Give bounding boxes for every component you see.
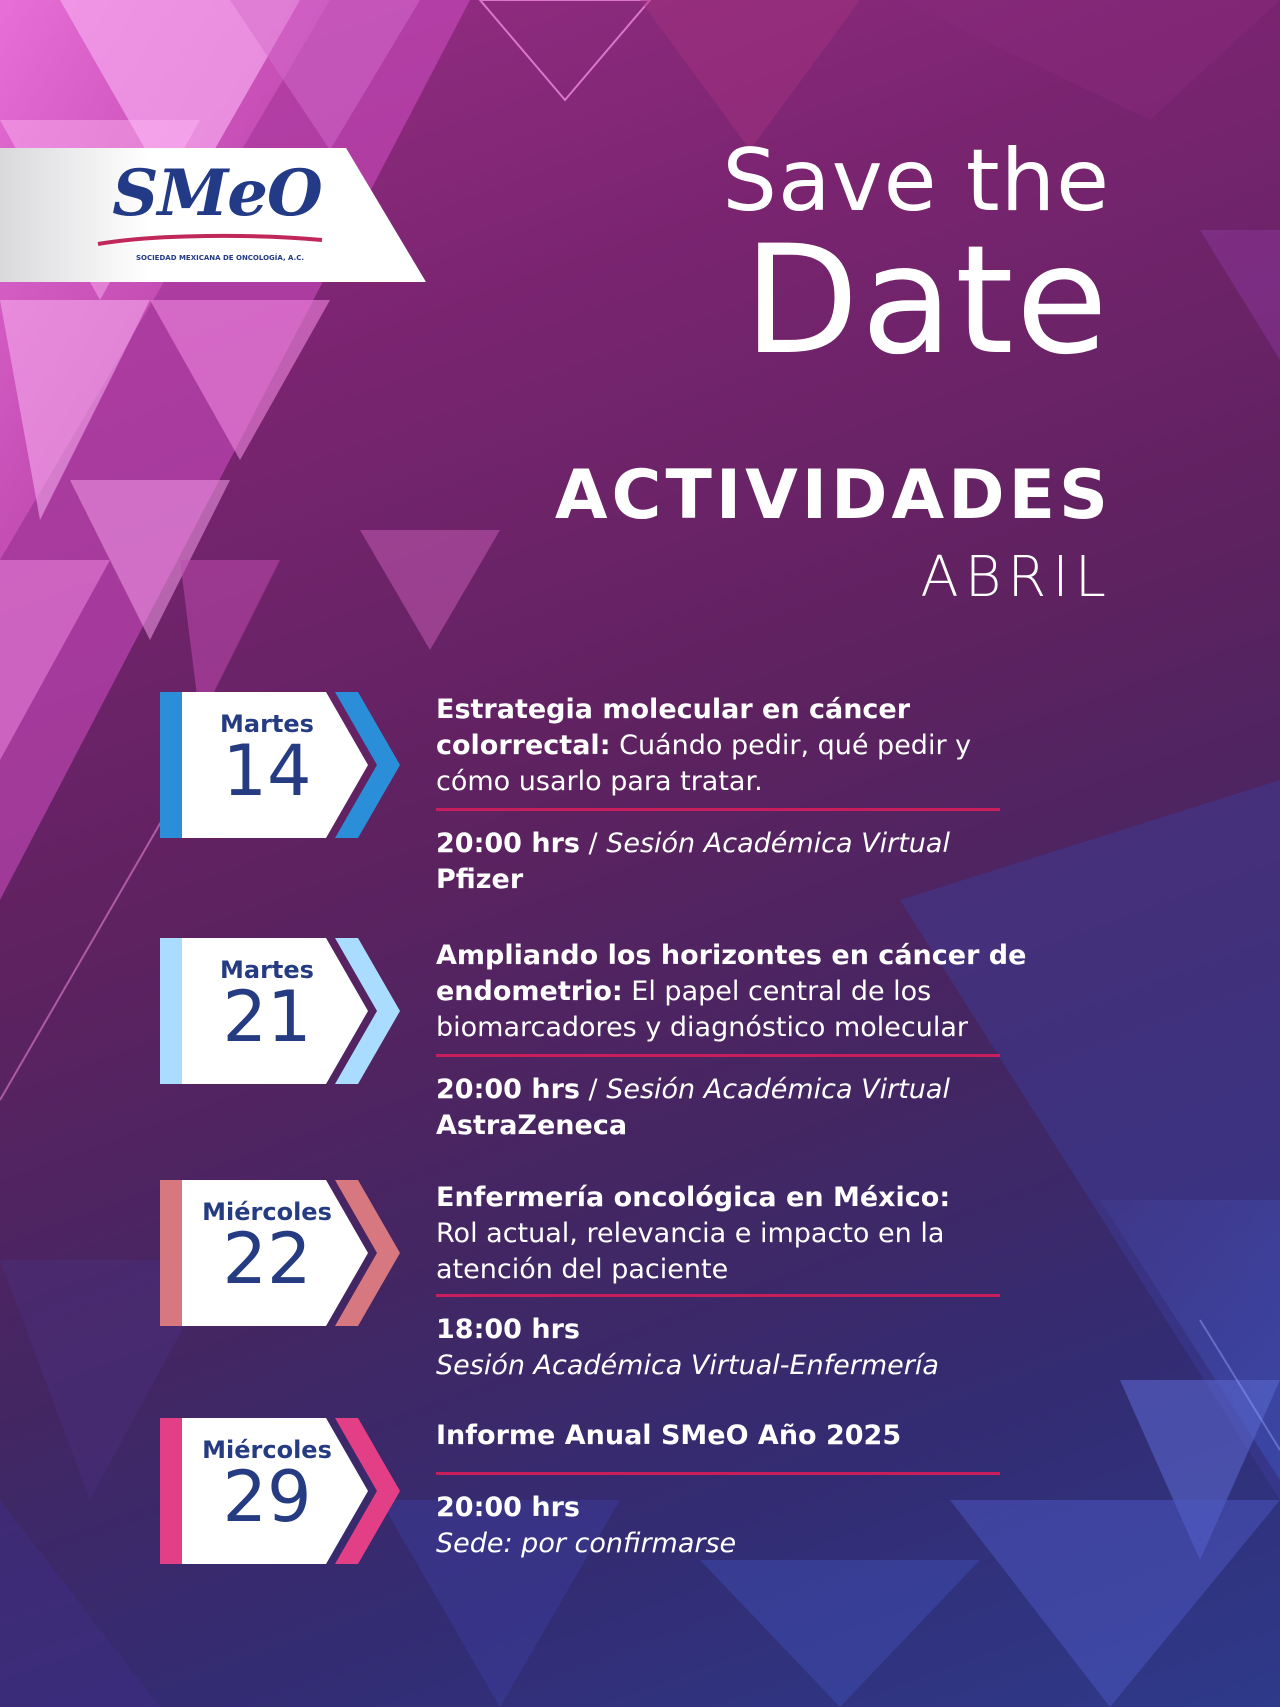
event-description bbox=[436, 1418, 1036, 1454]
event-divider bbox=[436, 808, 1000, 811]
event-session: Sede: por confirmarse bbox=[436, 1528, 737, 1559]
event-divider bbox=[436, 1472, 1000, 1475]
event-description bbox=[436, 692, 1036, 800]
event-weekday: Martes bbox=[220, 956, 314, 984]
date-heading: Date bbox=[743, 214, 1110, 388]
logo-subtitle: SOCIEDAD MEXICANA DE ONCOLOGÍA, A.C. bbox=[135, 254, 305, 262]
event-day: 22 bbox=[222, 1218, 312, 1300]
event-weekday: Miércoles bbox=[202, 1436, 332, 1464]
event-time: 20:00 hrs bbox=[436, 1074, 580, 1105]
event-title: Enfermería oncológica en México: bbox=[436, 1182, 951, 1213]
event-session: Sesión Académica Virtual bbox=[606, 828, 950, 859]
event-time: 20:00 hrs bbox=[436, 828, 580, 859]
event-subtitle: El papel central de los biomarcadores y diagnóstico molecular bbox=[436, 976, 968, 1043]
logo-wordmark: SMeO bbox=[112, 156, 322, 231]
date-badge bbox=[160, 692, 400, 838]
event-time: 18:00 hrs bbox=[436, 1314, 580, 1345]
event-title: Estrategia molecular en cáncer colorrectal: bbox=[436, 694, 911, 761]
event-title: Ampliando los horizontes en cáncer de endometrio: bbox=[436, 940, 1027, 1007]
event-divider bbox=[436, 1294, 1000, 1297]
logo-swoosh-icon bbox=[96, 232, 326, 250]
event-separator: / bbox=[579, 828, 607, 859]
event-weekday: Martes bbox=[220, 710, 314, 738]
event-separator: / bbox=[579, 1074, 607, 1105]
activities-title: ACTIVIDADES bbox=[554, 456, 1112, 535]
event-session: Sesión Académica Virtual bbox=[606, 1074, 950, 1105]
event-time: 20:00 hrs bbox=[436, 1492, 580, 1523]
event-day: 21 bbox=[222, 976, 312, 1058]
save-the-heading: Save the bbox=[722, 131, 1110, 231]
date-badge bbox=[160, 938, 400, 1084]
event-details bbox=[436, 1490, 1076, 1562]
event-subtitle: Rol actual, relevancia e impacto en la atención del paciente bbox=[436, 1218, 945, 1285]
event-description bbox=[436, 1180, 996, 1288]
date-badge bbox=[160, 1418, 400, 1564]
event-session: Sesión Académica Virtual-Enfermería bbox=[436, 1350, 939, 1381]
month-title: ABRIL bbox=[920, 545, 1112, 610]
date-badge bbox=[160, 1180, 400, 1326]
event-weekday: Miércoles bbox=[202, 1198, 332, 1226]
event-title: Informe Anual SMeO Año 2025 bbox=[436, 1420, 902, 1451]
event-sponsor: Pfizer bbox=[436, 864, 524, 895]
event-day: 29 bbox=[222, 1456, 312, 1538]
event-description bbox=[436, 938, 1036, 1046]
event-details bbox=[436, 826, 1076, 898]
event-divider bbox=[436, 1054, 1000, 1057]
event-details bbox=[436, 1072, 1076, 1144]
event-subtitle: Cuándo pedir, qué pedir y cómo usarlo para tratar. bbox=[436, 730, 972, 797]
event-sponsor: AstraZeneca bbox=[436, 1110, 628, 1141]
event-details bbox=[436, 1312, 1076, 1384]
event-day: 14 bbox=[222, 730, 312, 812]
